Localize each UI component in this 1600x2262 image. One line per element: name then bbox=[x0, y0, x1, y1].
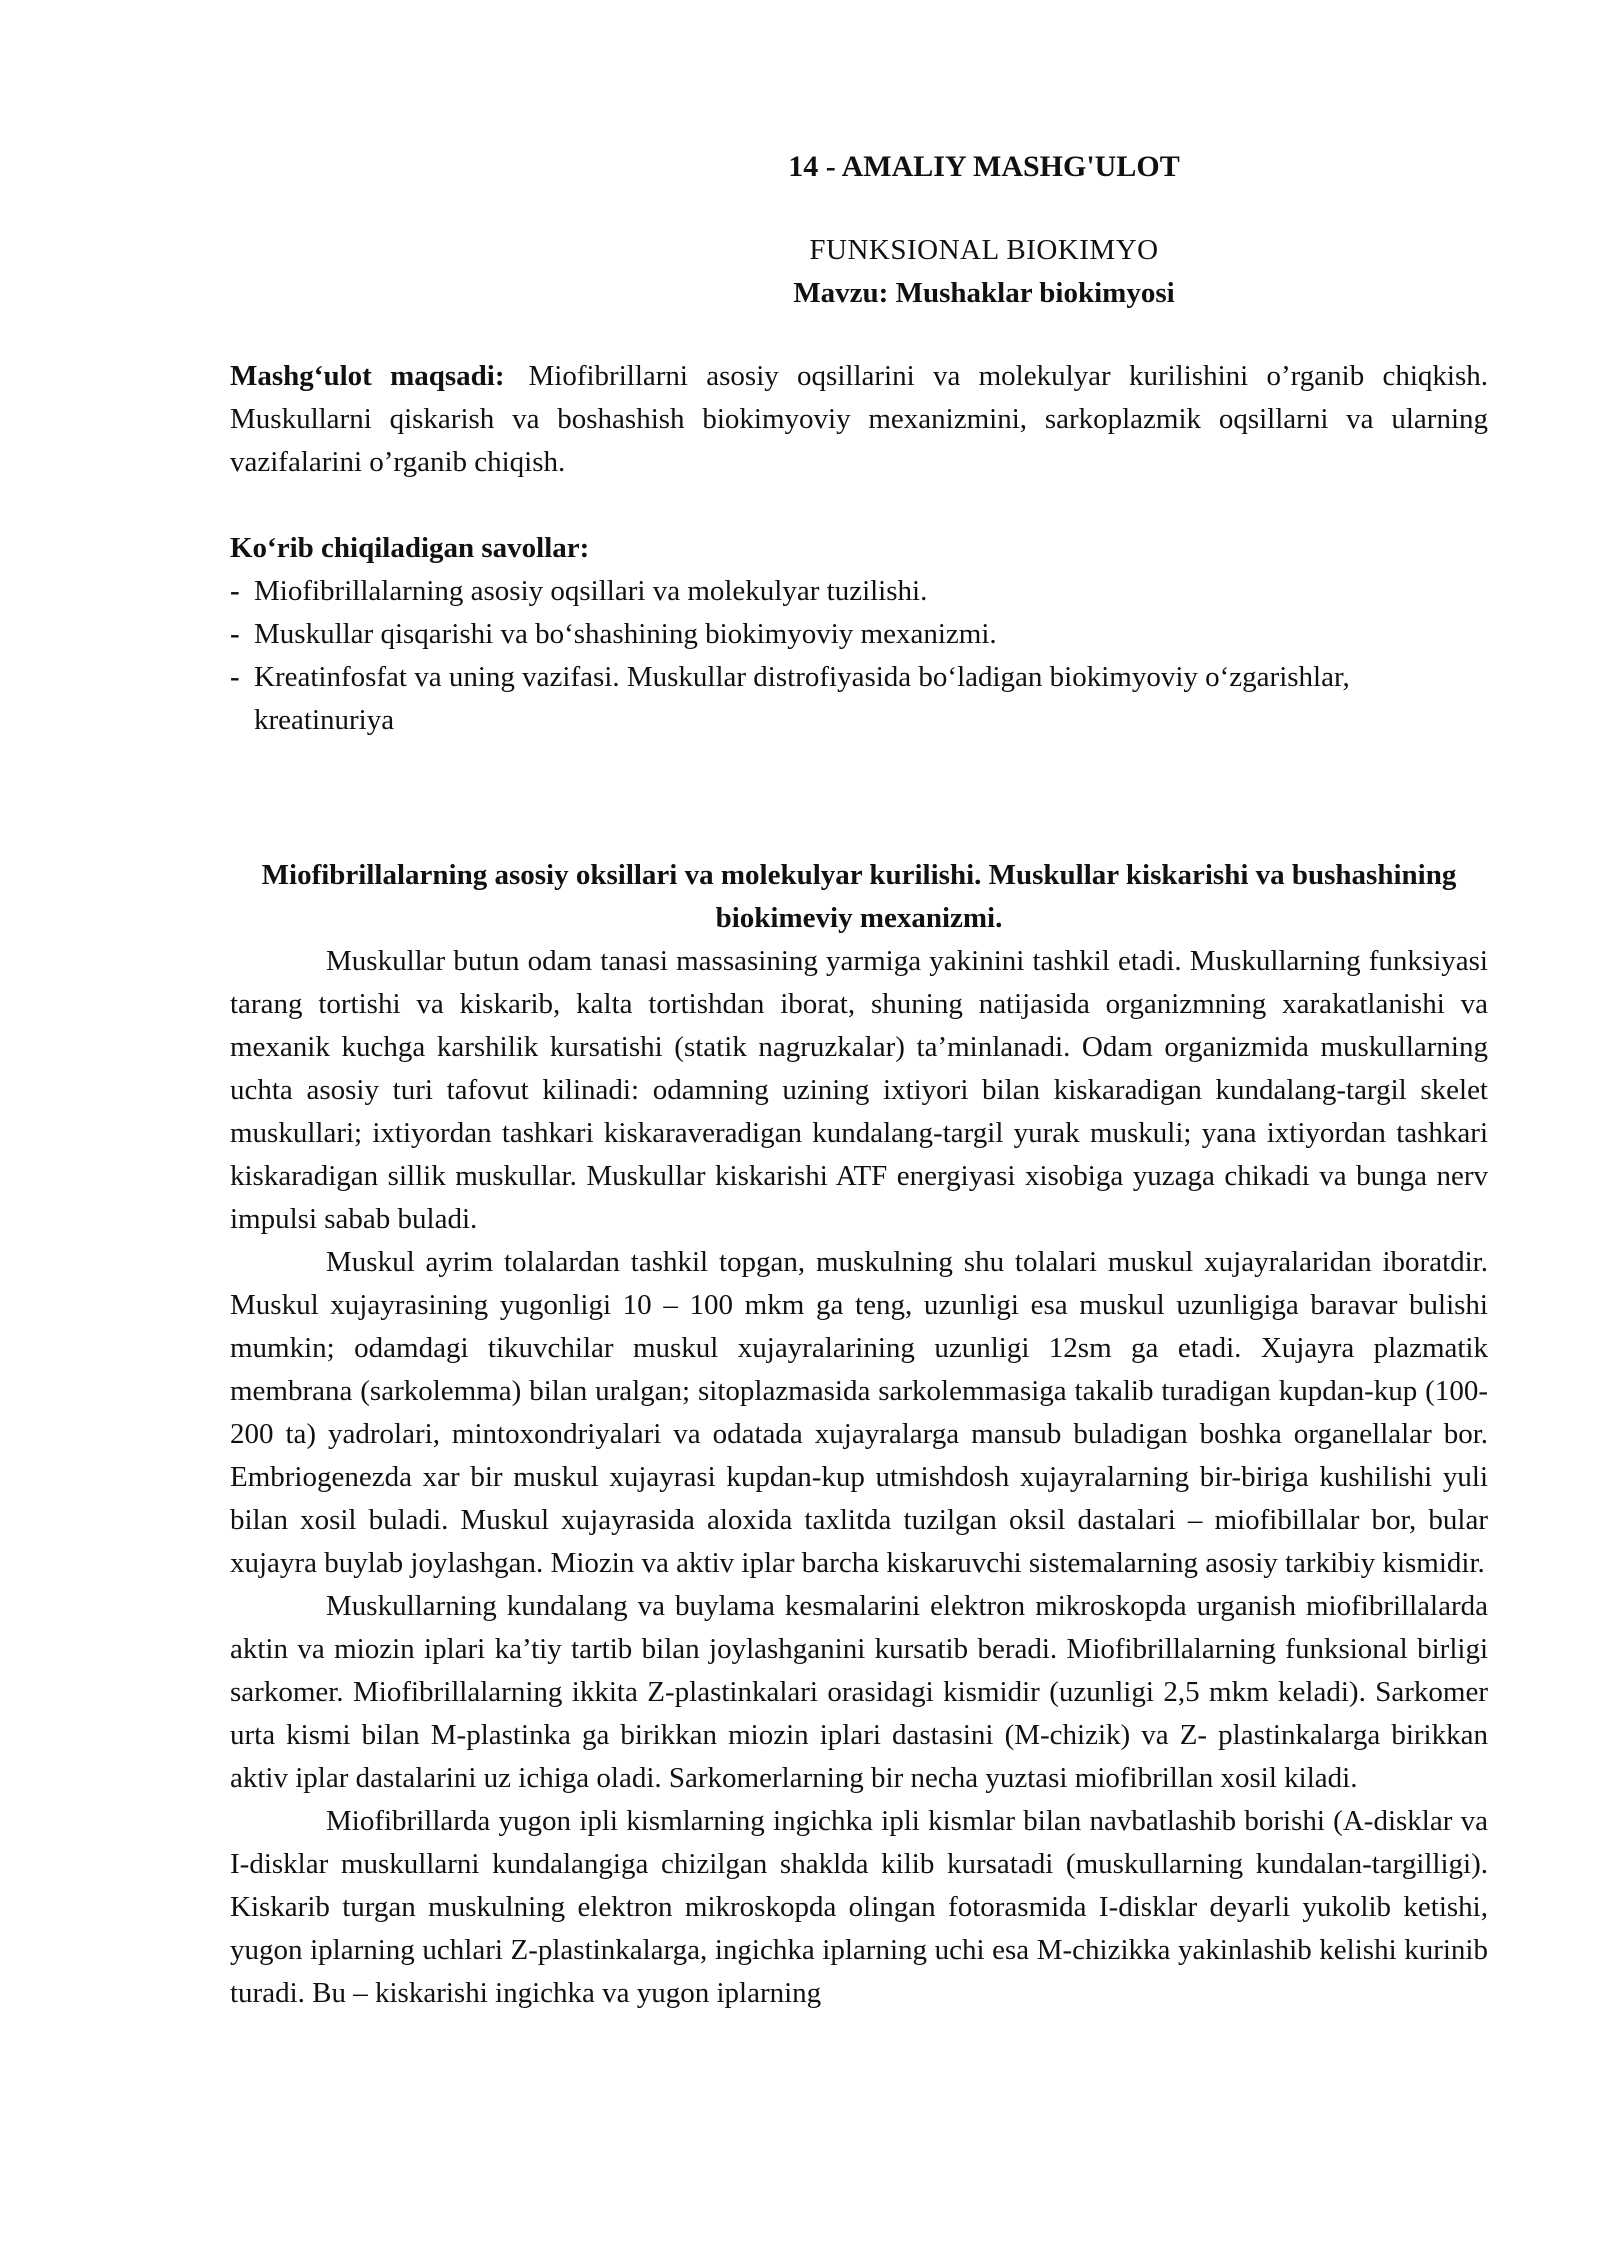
body-paragraph: Muskul ayrim tolalardan tashkil topgan, muskulning shu tolalari muskul xujayralaridan iboratdir. Muskul xujayrasining yugonligi 10 – 100 mkm ga teng, uzunligi esa muskul uzunligiga baravar bulishi mumkin; odamdagi tikuvchilar muskul xujayralarining uzunligi 12sm ga etadi. Xujayra plazmatik membrana (sarkolemma) bilan uralgan; sitoplazmasida sarkolemmasiga takalib turadigan kupdan-kup (100-200 ta) yadrolari, mintoxondriyalari va odatada xujayralarga mansub buladigan boshka organellalar bor. Embriogenezda xar bir muskul xujayrasi kupdan-kup utmishdosh xujayralarning bir-biriga kushilishi yuli bilan xosil buladi. Muskul xujayrasida aloxida taxlitda tuzilgan oksil dastalari – miofibillalar bor, bular xujayra buylab joylashgan. Miozin va aktiv iplar barcha kiskaruvchi sistemalarning asosiy tarkibiy kismidir. bbox=[230, 1246, 1488, 1579]
body-paragraph: Muskullar butun odam tanasi massasining yarmiga yakinini tashkil etadi. Muskullarning funksiyasi tarang tortishi va kiskarib, kalta tortishdan iborat, shuning natijasida organizmning xarakatlanishi va mexanik kuchga karshilik kursatishi (statik nagruzkalar) ta’minlanadi. Odam organizmida muskullarning uchta asosiy turi tafovut kilinadi: odamning uzining ixtiyori bilan kiskaradigan kundalang-targil skelet muskullari; ixtiyordan tashkari kiskaraveradigan kundalang-targil yurak muskuli; yana ixtiyordan tashkari kiskaradigan sillik muskullar. Muskullar kiskarishi ATF energiyasi xisobiga yuzaga chikadi va bunga nerv impulsi sabab buladi. bbox=[230, 945, 1488, 1235]
list-item bbox=[230, 656, 1488, 742]
list-dash: - bbox=[230, 661, 240, 693]
question-text: Miofibrillalarning asosiy oqsillari va molekulyar tuzilishi. bbox=[254, 575, 928, 607]
section-heading: Miofibrillalarning asosiy oksillari va molekulyar kurilishi. Muskullar kiskarishi va bushashining biokimeviy mexanizmi. bbox=[261, 859, 1457, 934]
questions-heading: Ko‘rib chiqiladigan savollar: bbox=[230, 532, 590, 564]
document-page bbox=[230, 145, 1488, 2015]
question-text: Kreatinfosfat va uning vazifasi. Muskullar distrofiyasida bo‘ladigan biokimyoviy o‘zgarishlar, kreatinuriya bbox=[254, 661, 1350, 736]
list-item bbox=[230, 570, 1488, 613]
questions-list bbox=[230, 570, 1488, 742]
list-item bbox=[230, 613, 1488, 656]
list-dash: - bbox=[230, 618, 240, 650]
body-paragraph: Muskullarning kundalang va buylama kesmalarini elektron mikroskopda urganish miofibrillalarda aktin va miozin iplari ka’tiy tartib bilan joylashganini kursatib beradi. Miofibrillalarning funksional birligi sarkomer. Miofibrillalarning ikkita Z-plastinkalari orasidagi kismidir (uzunligi 2,5 mkm keladi). Sarkomer urta kismi bilan M-plastinka ga birikkan miozin iplari dastasini (M-chizik) va Z- plastinkalarga birikkan aktiv iplar dastalarini uz ichiga oladi. Sarkomerlarning bir necha yuztasi miofibrillan xosil kiladi. bbox=[230, 1590, 1488, 1794]
lesson-goal bbox=[230, 355, 1488, 484]
lesson-goal-text: Miofibrillarni asosiy oqsillarini va molekulyar kurilishini o’rganib chiqkish. Muskullarni qiskarish va boshashish biokimyoviy mexanizmini, sarkoplazmik oqsillarni va ularning vazifalarini o’rganib chiqish. bbox=[230, 360, 1489, 478]
body-paragraph: Miofibrillarda yugon ipli kismlarning ingichka ipli kismlar bilan navbatlashib borishi (A-disklar va I-disklar muskullarni kundalangiga chizilgan shaklda kilib kursatadi (muskullarning kundalan-targilligi). Kiskarib turgan muskulning elektron mikroskopda olingan fotorasmida I-disklar deyarli yukolib ketishi, yugon iplarning uchlari Z-plastinkalarga, ingichka iplarning uchi esa M-chizikka yakinlashib kelishi kurinib turadi. Bu – kiskarishi ingichka va yugon iplarning bbox=[230, 1805, 1488, 2009]
document-title: 14 - AMALIY MASHG'ULOT bbox=[788, 150, 1180, 183]
list-dash: - bbox=[230, 575, 240, 607]
document-header bbox=[480, 145, 1488, 315]
lesson-goal-label: Mashg‘ulot maqsadi: bbox=[230, 360, 505, 392]
department-name: FUNKSIONAL BIOKIMYO bbox=[809, 234, 1159, 266]
topic-title: Mavzu: Mushaklar biokimyosi bbox=[793, 277, 1175, 309]
question-text: Muskullar qisqarishi va bo‘shashining biokimyoviy mexanizmi. bbox=[254, 618, 997, 650]
